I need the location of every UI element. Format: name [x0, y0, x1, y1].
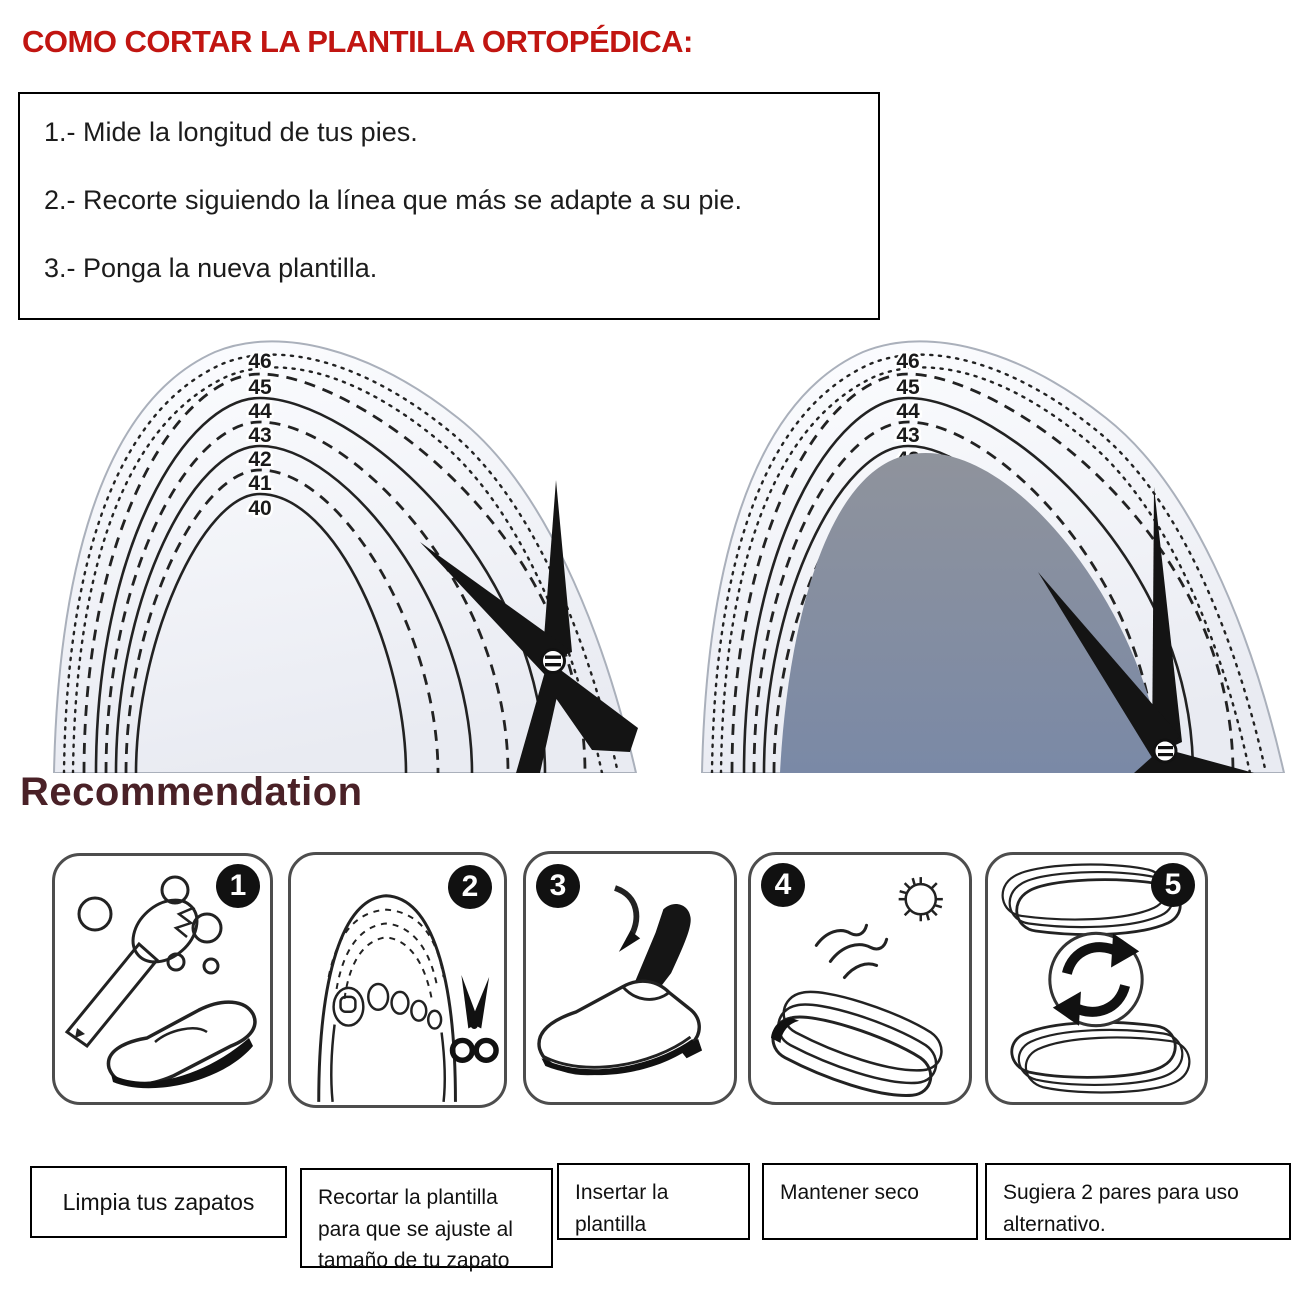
size-label: 45 [896, 376, 920, 399]
left-insole-diagram [40, 332, 650, 773]
right-insole-diagram [688, 332, 1294, 773]
page-title: COMO CORTAR LA PLANTILLA ORTOPÉDICA: [22, 24, 693, 59]
caption-keep-dry: Mantener seco [762, 1163, 978, 1240]
step-number-badge: 1 [216, 864, 260, 908]
step-2: 2.- Recorte siguiendo la línea que más se adapte a su pie. [44, 185, 742, 215]
size-label: 46 [248, 350, 272, 373]
size-label: 44 [248, 400, 272, 423]
recommendation-tile-4 [748, 852, 972, 1105]
size-label: 42 [248, 448, 272, 471]
size-label: 43 [248, 424, 272, 447]
caption-trim-insole: Recortar la plantilla para que se ajuste al tamaño de tu zapato [300, 1168, 553, 1268]
caption-alternate-pairs: Sugiera 2 pares para uso alternativo. [985, 1163, 1291, 1240]
size-labels [248, 350, 272, 520]
step-number-badge: 5 [1151, 863, 1195, 907]
size-label: 44 [896, 400, 920, 423]
sun-icon [899, 877, 943, 921]
size-label: 41 [248, 472, 272, 495]
step-3: 3.- Ponga la nueva plantilla. [44, 253, 378, 283]
recommendation-tile-5 [985, 852, 1208, 1105]
recommendation-heading: Recommendation [20, 770, 363, 814]
size-label: 43 [896, 424, 920, 447]
wind-lines [816, 925, 886, 977]
step-number-badge: 3 [536, 864, 580, 908]
step-number-badge: 2 [448, 865, 492, 909]
step-1: 1.- Mide la longitud de tus pies. [44, 117, 418, 147]
size-label: 40 [248, 497, 272, 520]
step-number-badge: 4 [761, 863, 805, 907]
instructions-box [18, 92, 880, 320]
scissors-icon [452, 975, 496, 1060]
recommendation-tile-2 [288, 852, 507, 1108]
caption-clean-shoes: Limpia tus zapatos [30, 1166, 287, 1238]
recommendation-tile-1 [52, 853, 273, 1105]
size-labels [896, 350, 920, 471]
size-label: 45 [248, 376, 272, 399]
caption-insert-insole: Insertar la plantilla [557, 1163, 750, 1240]
recommendation-tile-3 [523, 851, 737, 1105]
size-label: 46 [896, 350, 920, 373]
